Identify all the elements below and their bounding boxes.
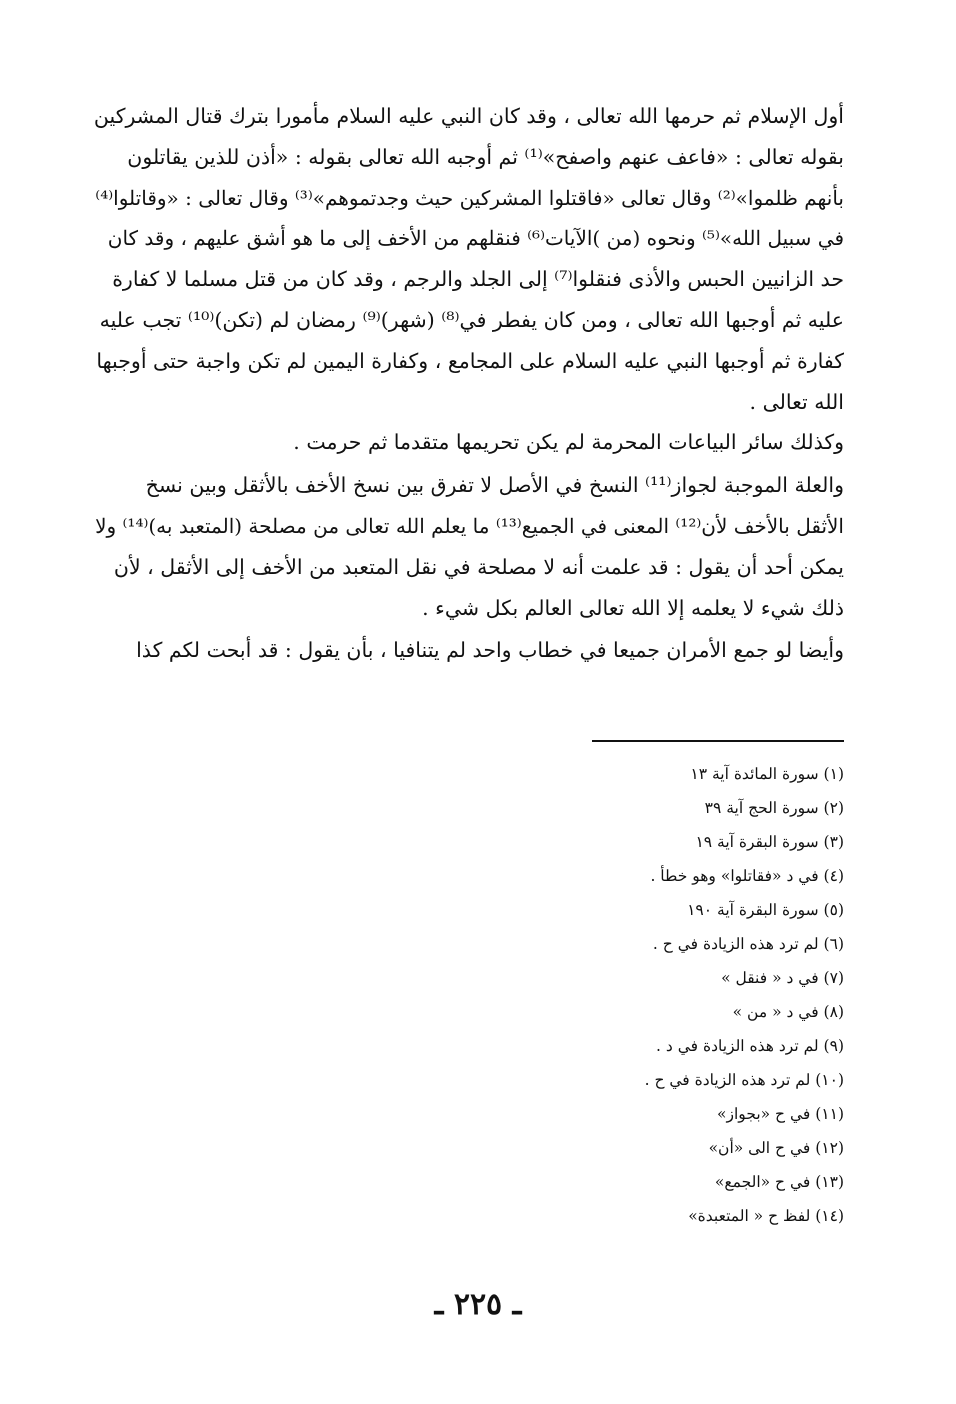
footnote-item: (٣) سورة البقرة آية ١٩ <box>695 833 844 851</box>
text-line: والعلة الموجبة لجواز⁽¹¹⁾ النسخ في الأصل لا تفرق بين نسخ الأخف بالأثقل وبين نسخ <box>145 473 844 498</box>
text-line: وأيضا لو جمع الأمران جميعا في خطاب واحد لم يتنافيا ، بأن يقول : قد أبحت لكم كذا <box>136 638 844 663</box>
footnote-separator <box>592 740 844 742</box>
text-line: في سبيل الله»⁽⁵⁾ ونحوه (من )الآيات⁽⁶⁾ فنقلهم من الأخف إلى ما هو أشق عليهم ، وقد كان <box>107 226 844 251</box>
text-line: بقوله تعالى : «فاعف عنهم واصفح»⁽¹⁾ ثم أوجبه الله تعالى بقوله : «أذن للذين يقاتلون <box>127 144 844 169</box>
text-line: بأنهم ظلموا»⁽²⁾ وقال تعالى «فاقتلوا المشركين حيث وجدتموهم»⁽³⁾ وقال تعالى : «وقاتلوا⁽⁴⁾ <box>95 185 844 210</box>
text-line: وكذلك سائر البياعات المحرمة لم يكن تحريمها متقدما ثم حرمت . <box>293 430 844 455</box>
text-line: أول الإسلام ثم حرمها الله تعالى ، وقد كان النبي عليه السلام مأمورا بترك قتال المشركين <box>93 104 844 128</box>
footnote-item: (١٢) في ح الى «أن» <box>708 1139 844 1157</box>
text-line: حد الزانيين الحبس والأذى فنقلوا⁽⁷⁾ إلى الجلد والرجم ، وقد كان من قتل مسلما لا كفارة <box>112 267 844 292</box>
main-text <box>92 96 844 671</box>
footnote-item: (٢) سورة الحج آية ٣٩ <box>704 799 844 817</box>
text-line: عليه ثم أوجبها الله تعالى ، ومن كان يفطر في⁽⁸⁾ (شهر)⁽⁹⁾ رمضان لم (تكن)⁽¹⁰⁾ تجب عليه <box>99 307 844 332</box>
footnote-item: (١١) في ح «بجواز» <box>717 1105 844 1123</box>
footnote-item: (٩) لم ترد هذه الزيادة في د . <box>656 1037 844 1055</box>
footnote-item: (٥) سورة البقرة آية ١٩٠ <box>687 901 844 919</box>
text-line: ذلك شيء لا يعلمه إلا الله تعالى العالم بكل شيء . <box>422 595 844 620</box>
footnote-item: (٦) لم ترد هذه الزيادة في ح . <box>652 935 844 953</box>
text-line: الله تعالى . <box>749 389 844 414</box>
footnote-item: (٨) في د « من » <box>732 1003 844 1021</box>
footnote-item: (٤) في د «فقاتلوا» وهو خطأ . <box>650 867 844 885</box>
page-number: ـ ٢٢٥ ـ <box>434 1287 522 1322</box>
footnote-item: (١٤) لفظ ح « المتعبدة» <box>688 1207 844 1225</box>
footnote-item: (١) سورة المائدة آية ١٣ <box>690 765 844 783</box>
footnote-item: (١٠) لم ترد هذه الزيادة في ح . <box>644 1071 844 1089</box>
text-line: كفارة ثم أوجبها النبي عليه السلام على المجامع ، وكفارة اليمين لم تكن واجبة حتى أوجبها <box>96 348 844 373</box>
footnote-item: (١٣) في ح «الجمع» <box>714 1173 844 1191</box>
footnotes-list <box>560 757 844 1233</box>
footnote-item: (٧) في د « فنقل » <box>721 969 844 987</box>
text-line: يمكن أحد أن يقول : قد علمت أنه لا مصلحة في نقل المتعبد من الأخف إلى الأثقل ، لأن <box>113 554 844 579</box>
text-line: الأثقل بالأخف لأن⁽¹²⁾ المعنى في الجميع⁽¹³⁾ ما يعلم الله تعالى من مصلحة (المتعبد به)⁽¹⁴⁾ ولا <box>95 513 844 538</box>
